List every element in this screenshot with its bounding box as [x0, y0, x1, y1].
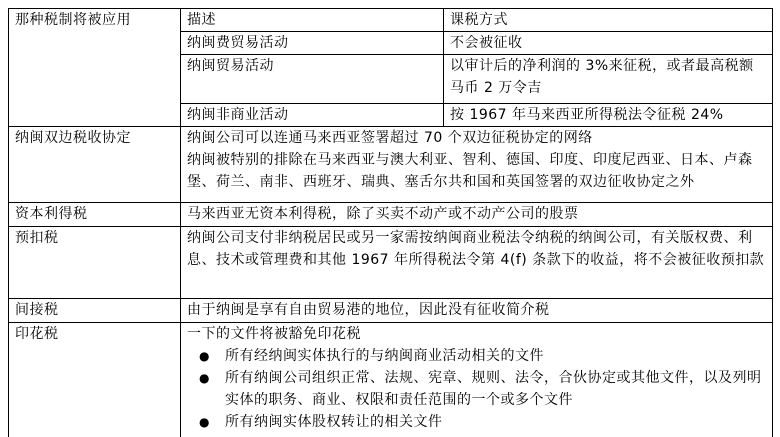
- stamp-duty-label-cell: [9, 323, 181, 437]
- activity-cell: [181, 55, 444, 104]
- bullet-icon: ●: [199, 349, 210, 363]
- bullet-text: 所有纳闽实体股权转让的相关文件: [225, 414, 443, 430]
- capital-gains-label: 资本利得税: [15, 206, 88, 222]
- list-item: [199, 367, 766, 411]
- applied-tax-label-cell: [9, 9, 181, 127]
- indirect-tax-text: 由于纳闽是享有自由贸易港的地位，因此没有征收简介税: [187, 302, 550, 318]
- list-item: [199, 345, 766, 367]
- indirect-tax-content-cell: [181, 299, 773, 323]
- activity-label: 纳闽费贸易活动: [187, 35, 289, 51]
- withholding-label-cell: [9, 227, 181, 299]
- stamp-duty-content-cell: [181, 323, 773, 437]
- bullet-text: 所有纳闽公司组织正常、法规、宪章、规则、法令，合伙协定或其他文件，以及列明实体的职务、商业、权限和责任范围的一个或多个文件: [225, 370, 762, 408]
- taxation-value: 以审计后的净利润的 3%来征税，或者最高税额马币 2 万令吉: [450, 58, 754, 96]
- activity-cell: [181, 104, 444, 127]
- description-header-cell: [181, 9, 444, 32]
- activity-label: 纳闽贸易活动: [187, 58, 274, 74]
- bullet-text: 所有经纳闽实体执行的与纳闽商业活动相关的文件: [225, 348, 544, 364]
- bullet-icon: ●: [199, 371, 210, 385]
- stamp-duty-label: 印花税: [15, 326, 59, 342]
- taxation-cell: [444, 32, 773, 55]
- stamp-duty-intro: 一下的文件将被豁免印花税: [187, 326, 361, 342]
- taxation-value: 按 1967 年马来西亚所得税法令征税 24%: [450, 107, 724, 123]
- activity-cell: [181, 32, 444, 55]
- indirect-tax-label-cell: [9, 299, 181, 323]
- dta-label-cell: [9, 127, 181, 203]
- capital-gains-label-cell: [9, 203, 181, 227]
- indirect-tax-label: 间接税: [15, 302, 59, 318]
- description-header: 描述: [187, 12, 216, 28]
- taxation-method-header: 课税方式: [450, 12, 508, 28]
- taxation-cell: [444, 104, 773, 127]
- dta-content-cell: [181, 127, 773, 203]
- taxation-value: 不会被征收: [450, 35, 523, 51]
- capital-gains-content-cell: [181, 203, 773, 227]
- withholding-label: 预扣税: [15, 230, 59, 246]
- withholding-content-cell: [181, 227, 773, 299]
- stamp-duty-bullet-list: [187, 345, 766, 433]
- dta-line-1: 纳闽公司可以连通马来西亚签署超过 70 个双边征税协定的网络: [187, 130, 593, 146]
- taxation-method-header-cell: [444, 9, 773, 32]
- list-item: [199, 411, 766, 433]
- dta-line-2: 纳闽被特别的排除在马来西亚与澳大利亚、智利、德国、印度、印度尼西亚、日本、卢森堡、荷兰、南非、西班牙、瑞典、塞舌尔共和国和英国签署的双边征收协定之外: [187, 152, 753, 190]
- taxation-cell: [444, 55, 773, 104]
- dta-label: 纳闽双边税收协定: [15, 130, 131, 146]
- labuan-tax-table: [8, 8, 773, 437]
- bullet-icon: ●: [199, 415, 210, 429]
- capital-gains-text: 马来西亚无资本利得税，除了买卖不动产或不动产公司的股票: [187, 206, 579, 222]
- activity-label: 纳闽非商业活动: [187, 107, 289, 123]
- applied-tax-label: 那种税制将被应用: [15, 12, 131, 28]
- withholding-text: 纳闽公司支付非纳税居民或另一家需按纳闽商业税法令纳税的纳闽公司，有关版权费、利息、技术或管理费和其他 1967 年所得税法令第 4(f) 条款下的收益，将不会被征收预扣款: [187, 230, 765, 268]
